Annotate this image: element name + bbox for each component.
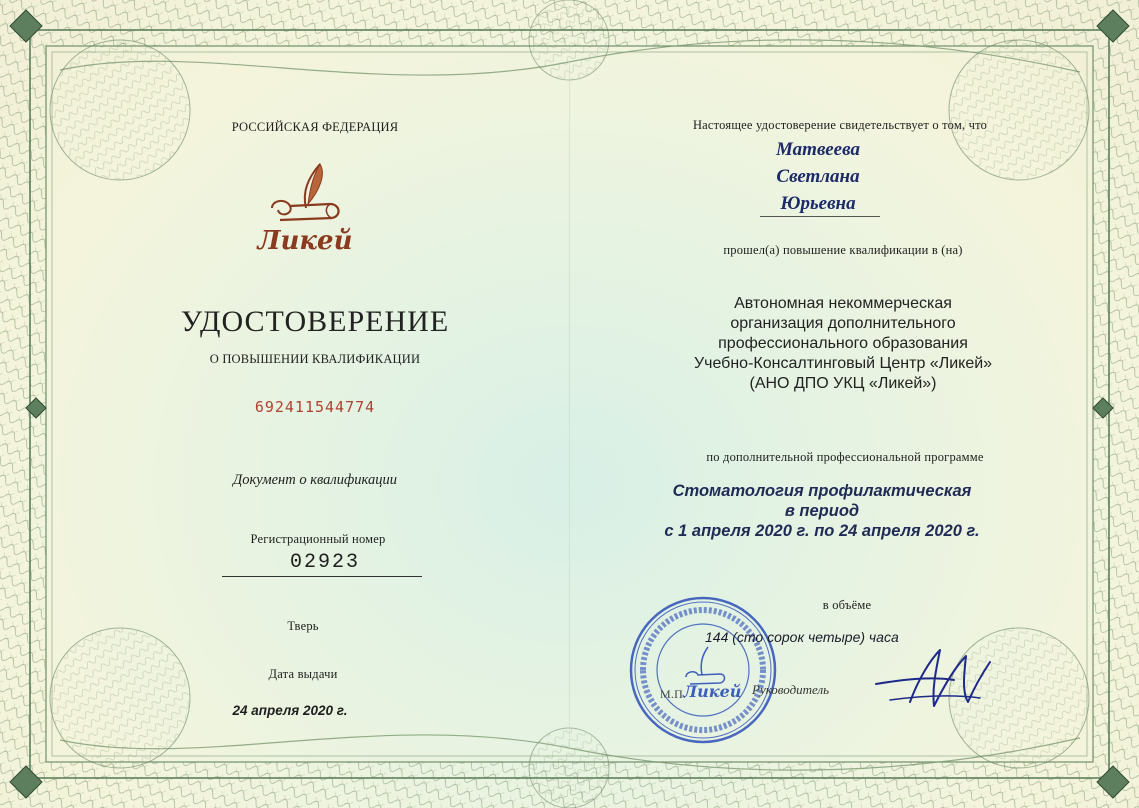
volume-label: в объёме bbox=[822, 598, 872, 612]
issue-date-label: Дата выдачи bbox=[268, 667, 338, 681]
program-period-label: в период bbox=[784, 502, 860, 520]
organization-stamp bbox=[628, 595, 778, 745]
serial-number: 692411544774 bbox=[254, 398, 376, 416]
organization-line-3: профессионального образования bbox=[718, 335, 968, 352]
stamp-logo-text: Ликей bbox=[683, 682, 742, 701]
passed-text: прошел(а) повышение квалификации в (на) bbox=[723, 243, 963, 257]
first-name: Светлана bbox=[776, 166, 860, 187]
organization-line-5: (АНО ДПО УКЦ «Ликей») bbox=[749, 375, 937, 392]
certificate-subtitle: О ПОВЫШЕНИИ КВАЛИФИКАЦИИ bbox=[209, 352, 421, 366]
signature bbox=[870, 640, 1000, 720]
registration-underline bbox=[222, 576, 422, 577]
organization-line-4: Учебно-Консалтинговый Центр «Ликей» bbox=[693, 355, 993, 372]
hours-text: 144 (сто сорок четыре) часа bbox=[705, 629, 899, 645]
likey-logo bbox=[250, 160, 360, 260]
program-dates: с 1 апреля 2020 г. по 24 апреля 2020 г. bbox=[664, 522, 980, 540]
stamp-place-label: М.П. bbox=[660, 687, 687, 701]
program-title: Стоматология профилактическая bbox=[672, 482, 972, 500]
surname: Матвеева bbox=[776, 139, 860, 160]
organization-line-2: организация дополнительного bbox=[730, 315, 956, 332]
logo-wordmark: Ликей bbox=[257, 226, 353, 256]
quill-scroll-icon bbox=[250, 160, 360, 230]
country-label: РОССИЙСКАЯ ФЕДЕРАЦИЯ bbox=[231, 120, 399, 134]
city-label: Тверь bbox=[287, 619, 319, 633]
certificate-title: УДОСТОВЕРЕНИЕ bbox=[180, 305, 450, 338]
organization-line-1: Автономная некоммерческая bbox=[734, 295, 952, 312]
program-label: по дополнительной профессиональной программе bbox=[706, 450, 984, 464]
intro-text: Настоящее удостоверение свидетельствует о том, что bbox=[692, 118, 988, 132]
issue-date-value: 24 апреля 2020 г. bbox=[232, 703, 348, 718]
registration-label: Регистрационный номер bbox=[250, 532, 386, 546]
head-label: Руководитель bbox=[752, 682, 830, 697]
name-underline bbox=[760, 216, 880, 217]
document-type: Документ о квалификации bbox=[233, 472, 397, 488]
patronymic: Юрьевна bbox=[780, 193, 856, 214]
registration-number: 02923 bbox=[289, 551, 361, 574]
